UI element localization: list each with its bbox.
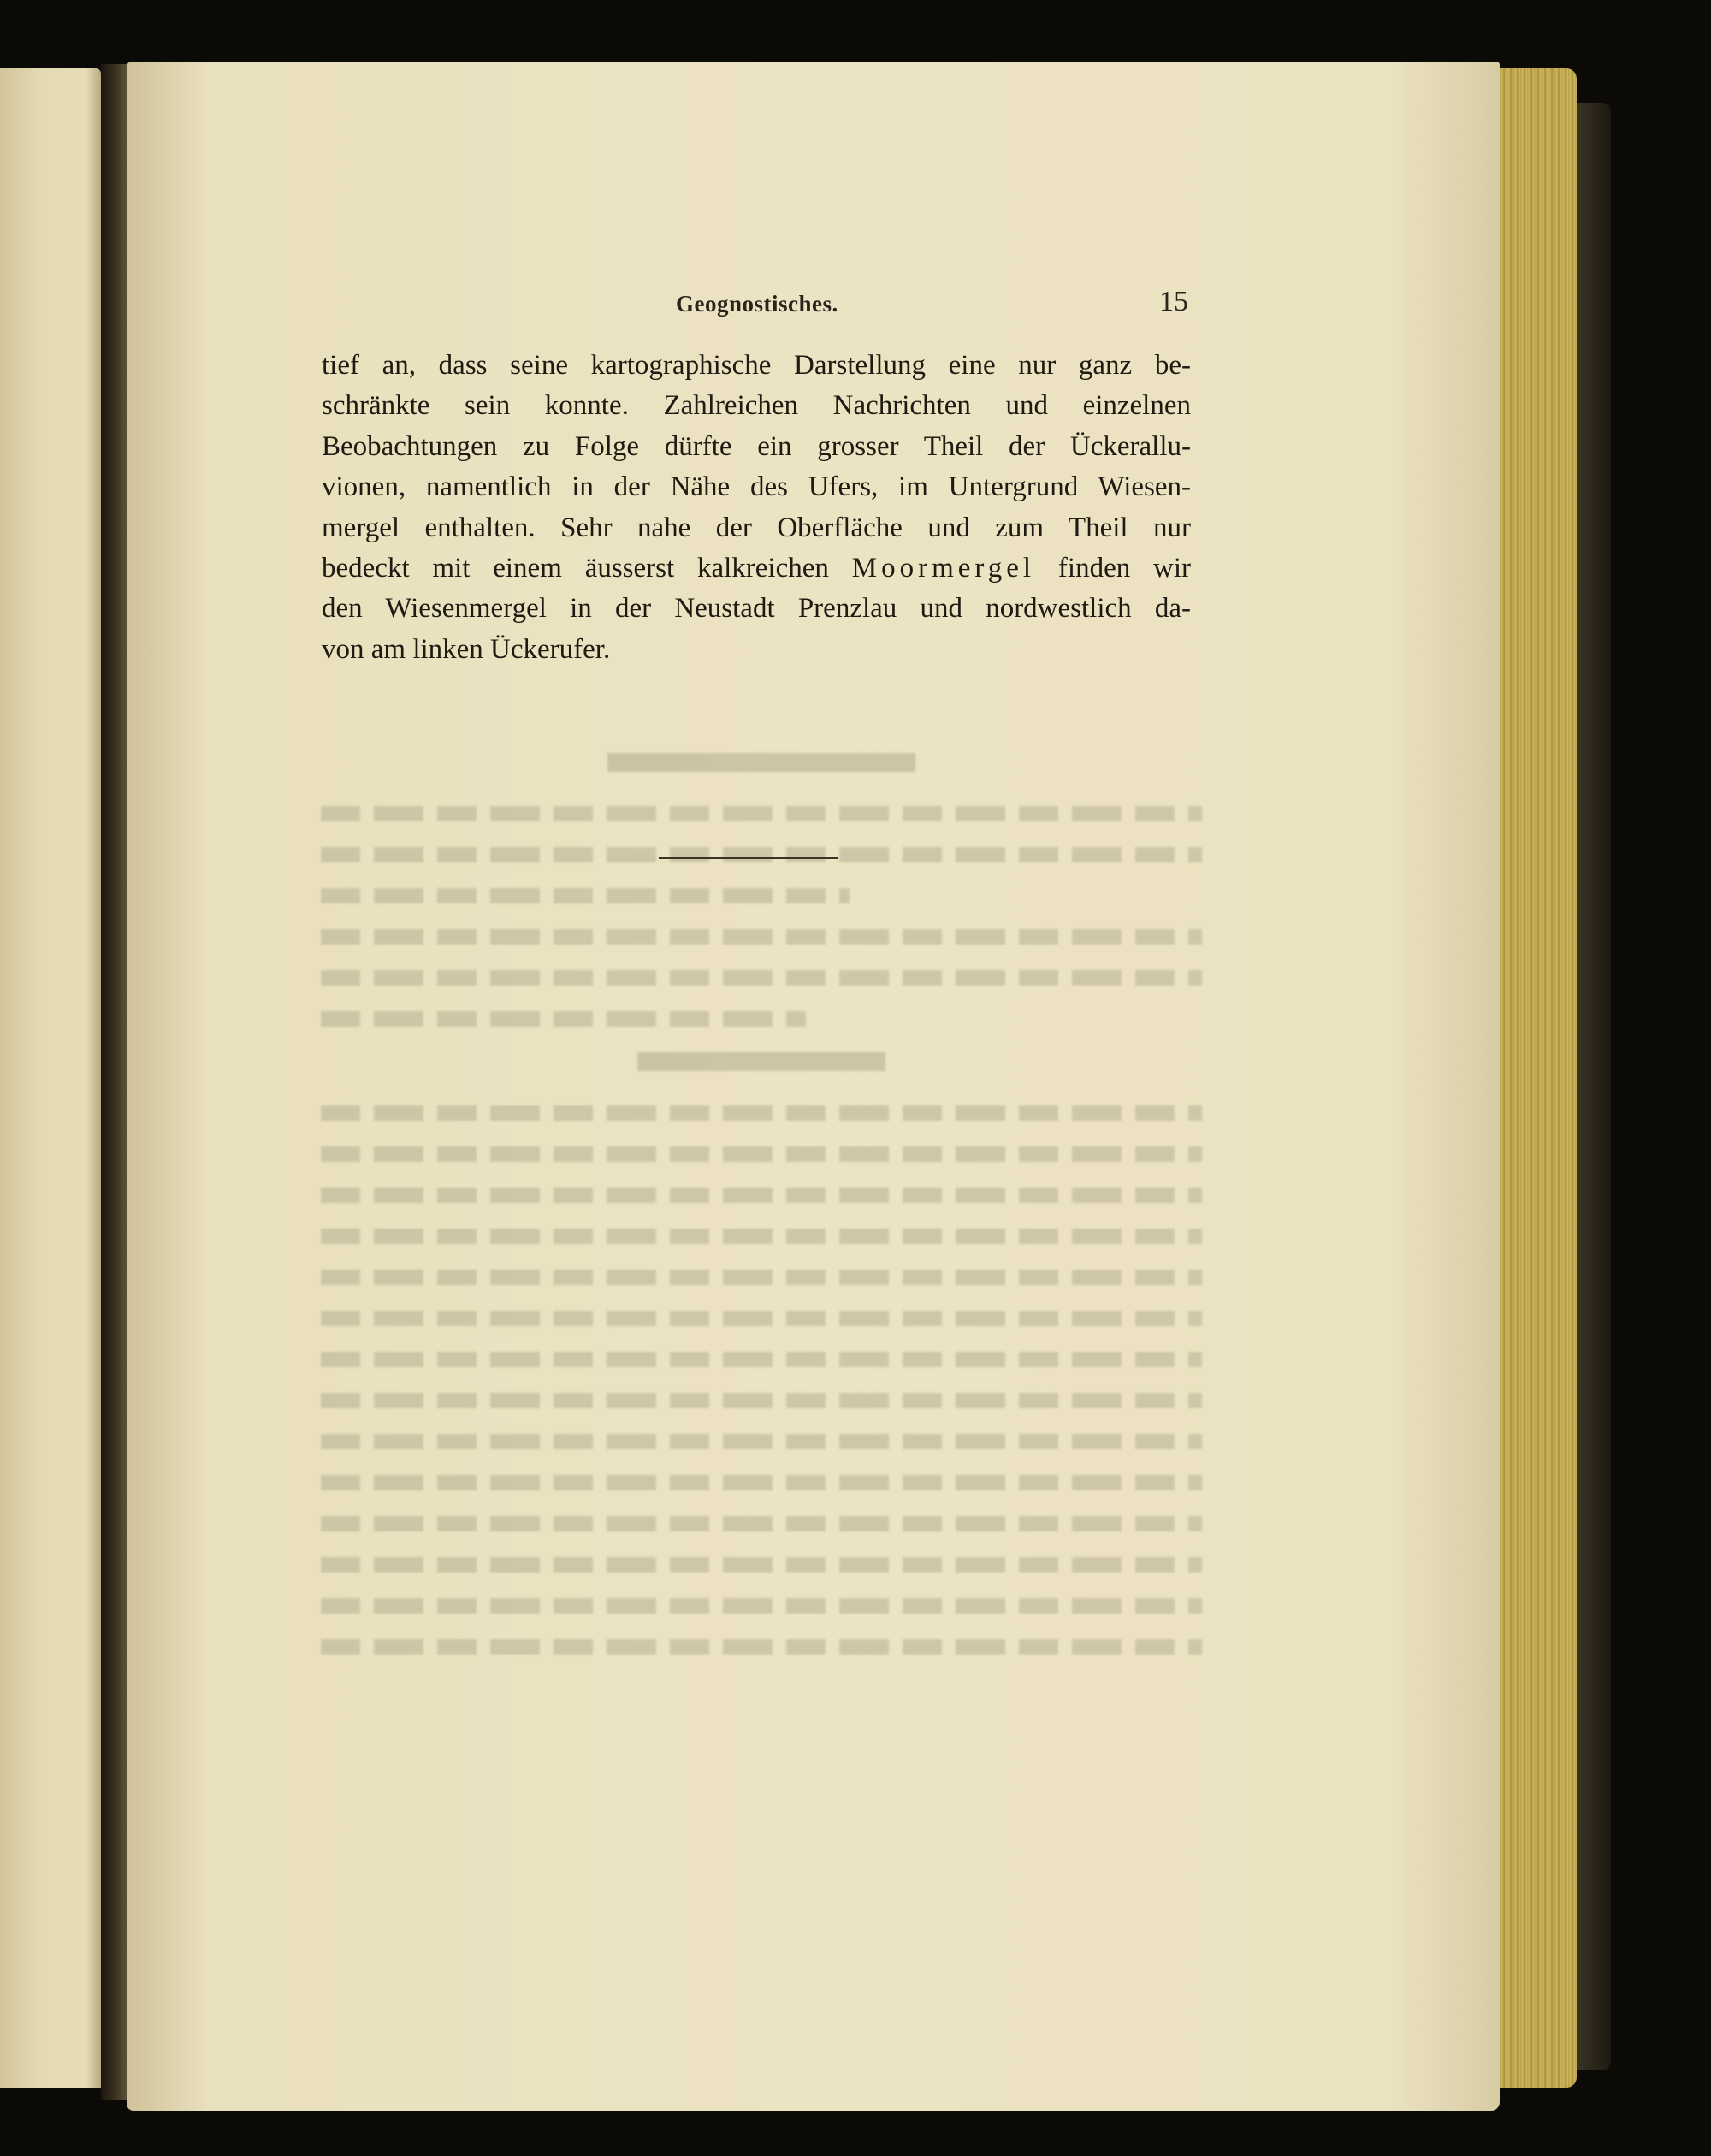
- spaced-term: Moormergel: [851, 552, 1036, 583]
- section-rule: [659, 857, 838, 859]
- text-segment: bedeckt mit einem äusserst kalkreichen: [322, 552, 829, 583]
- cover-edge: [1577, 103, 1611, 2070]
- bleed-through-text: [321, 753, 1202, 1831]
- left-page-edge: [0, 68, 101, 2088]
- page-fore-edge: [1500, 68, 1577, 2088]
- text-line: tief an, dass seine kartographische Darstellung eine nur ganz be-: [322, 350, 1191, 381]
- page-number: 15: [1159, 286, 1188, 317]
- text-line: von am linken Ückerufer.: [322, 633, 611, 665]
- text-line: vionen, namentlich in der Nähe des Ufers, im Untergrund Wiesen-: [322, 471, 1191, 503]
- text-line: schränkte sein konnte. Zahlreichen Nachrichten und einzelnen: [322, 390, 1191, 422]
- text-line: Beobachtungen zu Folge dürfte ein grosser Theil der Ückerallu-: [322, 430, 1191, 462]
- body-paragraph: [322, 346, 1191, 670]
- text-line-spaced: [322, 548, 1191, 589]
- running-head: Geognostisches.: [676, 291, 838, 317]
- text-line: mergel enthalten. Sehr nahe der Oberfläche und zum Theil nur: [322, 512, 1191, 543]
- text-segment: finden wir: [1057, 552, 1192, 583]
- text-line: den Wiesenmergel in der Neustadt Prenzlau und nordwestlich da-: [322, 593, 1191, 625]
